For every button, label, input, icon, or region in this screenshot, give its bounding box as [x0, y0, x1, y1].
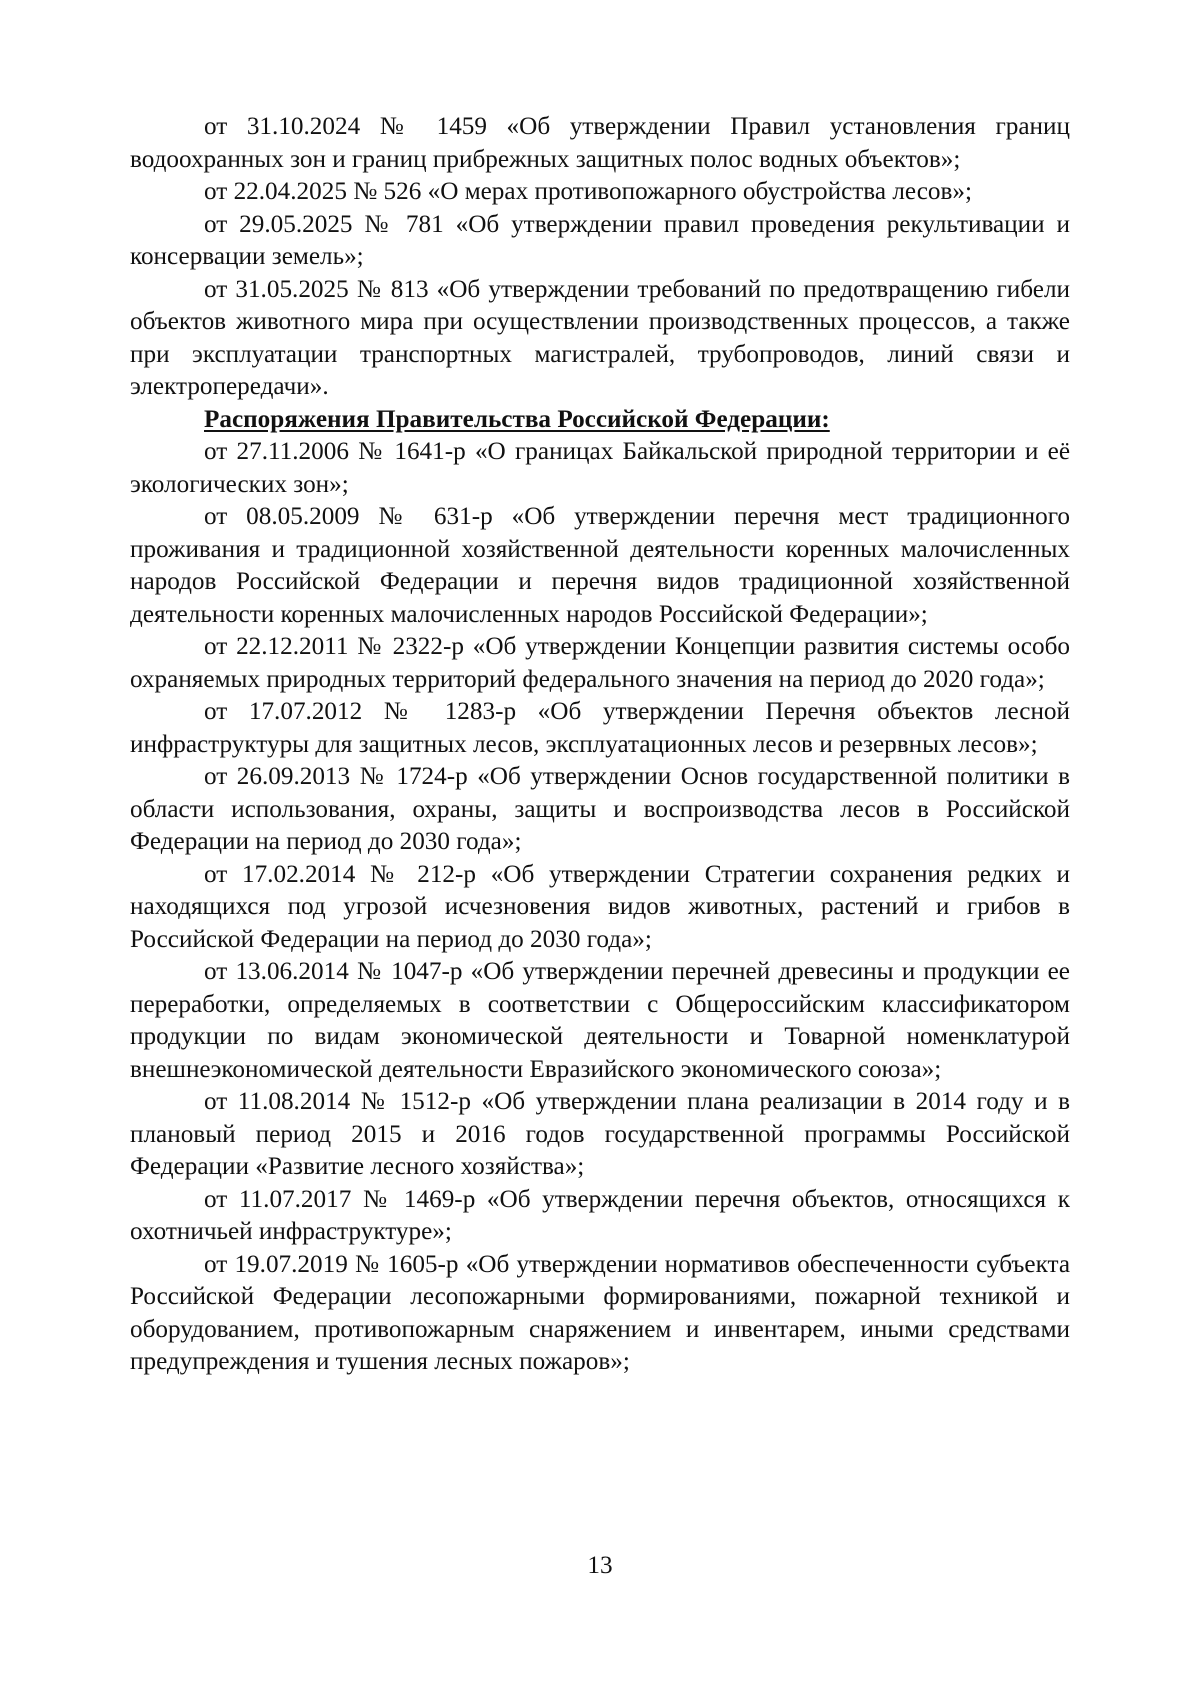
paragraph-order-631-r: от 08.05.2009 № 631-р «Об утверждении перечня мест традиционного проживания и традиционной хозяйственной деятельности коренных малочисленных народов Российской Федерации и перечня видов традиционной хозяйственной деятельности коренных малочисленных народов Российской Федерации»;	[130, 503, 1070, 628]
paragraph-order-1469-r: от 11.07.2017 № 1469-р «Об утверждении перечня объектов, относящихся к охотничьей инфраструктуре»;	[130, 1185, 1070, 1245]
paragraph-decree-526: от 22.04.2025 № 526 «О мерах противопожарного обустройства лесов»;	[204, 178, 972, 205]
paragraph-order-1283-r: от 17.07.2012 № 1283-р «Об утверждении Перечня объектов лесной инфраструктуры для защитных лесов, эксплуатационных лесов и резервных лесов»;	[130, 698, 1070, 758]
paragraph-order-212-r: от 17.02.2014 № 212-р «Об утверждении Стратегии сохранения редких и находящихся под угрозой исчезновения видов животных, растений и грибов в Российской Федерации на период до 2030 года»;	[130, 860, 1070, 953]
paragraph-order-1047-r: от 13.06.2014 № 1047-р «Об утверждении перечней древесины и продукции ее переработки, определяемых в соответствии с Общероссийским классификатором продукции по видам экономической деятельности и Товарной номенклатурой внешнеэкономической деятельности Евразийского экономического союза»;	[130, 958, 1070, 1083]
document-body	[130, 111, 1070, 1379]
paragraph-order-1605-r: от 19.07.2019 № 1605-р «Об утверждении нормативов обеспеченности субъекта Российской Федерации лесопожарными формированиями, пожарной техникой и оборудованием, противопожарным снаряжением и инвентарем, иными средствами предупреждения и тушения лесных пожаров»;	[130, 1250, 1070, 1375]
paragraph-order-1512-r: от 11.08.2014 № 1512-р «Об утверждении плана реализации в 2014 году и в плановый период 2015 и 2016 годов государственной программы Российской Федерации «Развитие лесного хозяйства»;	[130, 1088, 1070, 1180]
paragraph-order-2322-r: от 22.12.2011 № 2322-р «Об утверждении Концепции развития системы особо охраняемых природных территорий федерального значения на период до 2020 года»;	[130, 633, 1070, 693]
paragraph-decree-1459: от 31.10.2024 № 1459 «Об утверждении Правил установления границ водоохранных зон и границ прибрежных защитных полос водных объектов»;	[130, 113, 1070, 173]
page-number: 13	[587, 1552, 613, 1579]
paragraph-order-1724-r: от 26.09.2013 № 1724-р «Об утверждении Основ государственной политики в области использования, охраны, защиты и воспроизводства лесов в Российской Федерации на период до 2030 года»;	[130, 763, 1070, 855]
paragraph-decree-813: от 31.05.2025 № 813 «Об утверждении требований по предотвращению гибели объектов животного мира при осуществлении производственных процессов, а также при эксплуатации транспортных магистралей, трубопроводов, линий связи и электропередачи».	[130, 275, 1070, 400]
section-heading-government-orders: Распоряжения Правительства Российской Федерации:	[204, 405, 830, 433]
paragraph-decree-781: от 29.05.2025 № 781 «Об утверждении правил проведения рекультивации и консервации земель»;	[130, 210, 1070, 270]
paragraph-order-1641-r: от 27.11.2006 № 1641-р «О границах Байкальской природной территории и её экологических зон»;	[130, 438, 1070, 498]
